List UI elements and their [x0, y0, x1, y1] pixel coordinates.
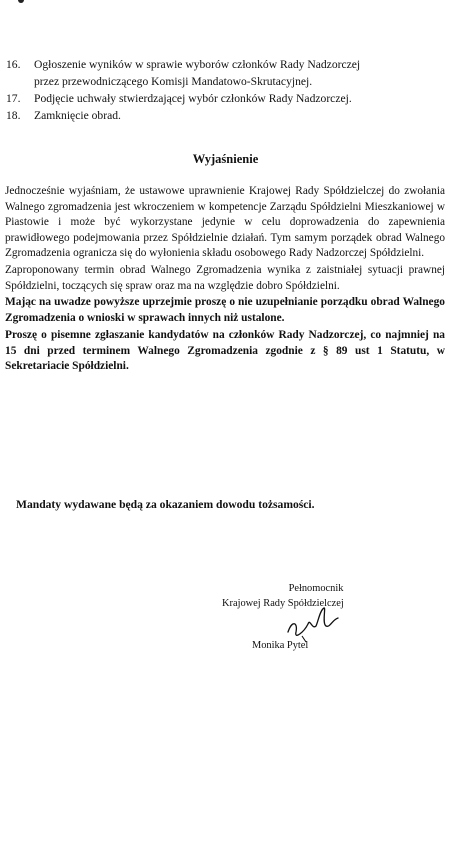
signature-block [222, 582, 392, 651]
agenda-item-line: przez przewodniczącego Komisji Mandatowo-Skrutacyjnej. [34, 75, 313, 88]
request-paragraph: Proszę o pisemne zgłaszanie kandydatów na członków Rady Nadzorczej, co najmniej na 15 dni przed terminem Walnego Zgromadzenia zgodnie z § 89 ust 1 Statutu, w Sekretariacie Spółdzielni. [5, 328, 445, 373]
agenda-item-number: 16. [6, 58, 21, 71]
agenda-item [6, 90, 446, 107]
handwritten-signature [282, 602, 342, 644]
signatory-name: Monika Pytel [252, 640, 309, 651]
agenda-item-line: Podjęcie uchwały stwierdzającej wybór członków Rady Nadzorczej. [34, 92, 352, 105]
section-heading: Wyjaśnienie [192, 152, 259, 166]
agenda-item-line: Ogłoszenie wyników w sprawie wyborów członków Rady Nadzorczej [34, 58, 361, 71]
signatory-organization: Krajowej Rady Spółdzielczej [222, 597, 344, 609]
agenda-item [6, 56, 446, 90]
explanation-body [5, 184, 445, 375]
agenda-item-number: 17. [6, 92, 21, 105]
explanation-paragraph: Zaproponowany termin obrad Walnego Zgromadzenia wynika z zaistniałej sytuacji prawnej Spółdzielni, toczących się spraw oraz ma na względzie dobro Spółdzielni. [5, 263, 445, 292]
mandate-notice: Mandaty wydawane będą za okazaniem dowodu tożsamości. [16, 498, 315, 511]
request-paragraph: Mając na uwadze powyższe uprzejmie proszę o nie uzupełnianie porządku obrad Walnego Zgromadzenia o wnioski w sprawach innych niż ustalone. [5, 296, 445, 324]
agenda-item-text [34, 56, 446, 90]
agenda-item [6, 107, 446, 124]
agenda-item-line: Zamknięcie obrad. [34, 109, 121, 122]
explanation-paragraph: Jednocześnie wyjaśniam, że ustawowe uprawnienie Krajowej Rady Spółdzielczej do zwołania Walnego zgromadzenia jest wkroczeniem w kompetencje Zarządu Spółdzielni Mieszkaniowej w Piastowie i może być wykorzystane jedynie w celu doprowadzenia do zapewnienia prawidłowego podejmowania przez Spółdzielnie działań. Tym samym porządek obrad Walnego Zgromadzenia ogranicza się do wyłonienia składu osobowego Rady Nadzorczej Spółdzielni. [5, 185, 445, 260]
agenda-item-number: 18. [6, 109, 21, 122]
signatory-title: Pełnomocnik [288, 583, 344, 594]
scan-artifact [18, 0, 24, 3]
agenda-list [6, 56, 446, 124]
